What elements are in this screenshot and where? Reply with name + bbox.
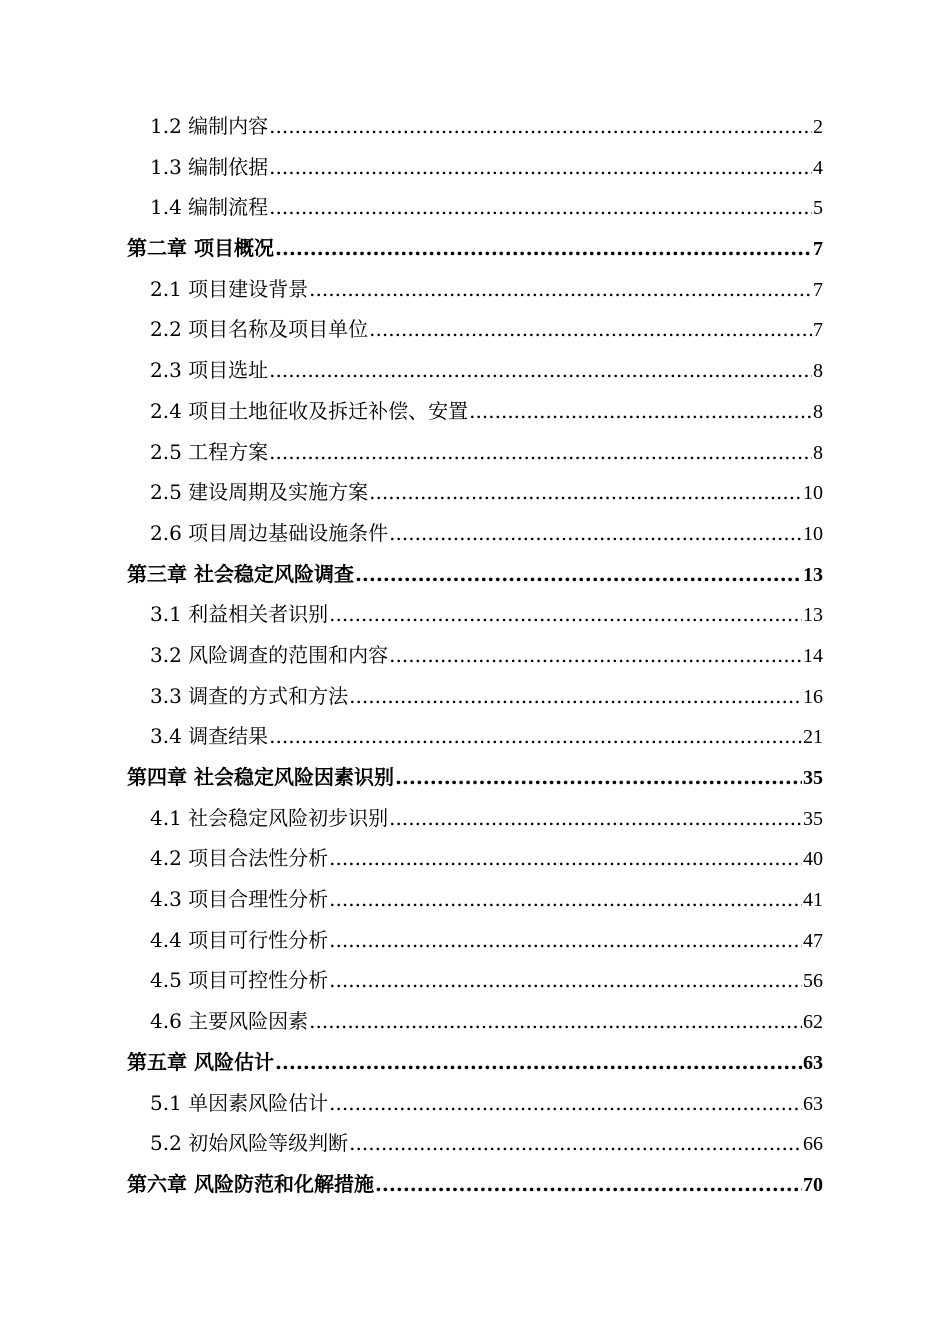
toc-chapter-entry[interactable] — [127, 1046, 823, 1087]
toc-entry[interactable] — [127, 151, 823, 192]
toc-dot-leader — [329, 1091, 802, 1115]
toc-dot-leader — [369, 317, 812, 341]
toc-page-number: 7 — [813, 278, 823, 301]
toc-page-number: 35 — [803, 807, 823, 830]
toc-entry[interactable] — [127, 436, 823, 477]
toc-page-number: 70 — [803, 1173, 823, 1196]
toc-page-number: 13 — [803, 604, 823, 627]
table-of-contents — [127, 110, 823, 1209]
toc-entry[interactable] — [127, 964, 823, 1005]
toc-entry[interactable] — [127, 1127, 823, 1168]
toc-entry[interactable] — [127, 842, 823, 883]
toc-page-number: 66 — [803, 1133, 823, 1156]
toc-dot-leader — [389, 521, 802, 545]
toc-page-number: 63 — [803, 1051, 823, 1074]
toc-dot-leader — [269, 440, 812, 464]
toc-page-number: 10 — [803, 482, 823, 505]
toc-entry-title: 2.3 项目选址 — [150, 358, 269, 383]
toc-dot-leader — [309, 1009, 802, 1033]
toc-entry-title: 第三章 社会稳定风险调查 — [127, 561, 354, 586]
toc-page-number: 5 — [813, 197, 823, 220]
toc-entry-title: 2.5 建设周期及实施方案 — [150, 480, 369, 505]
toc-chapter-entry[interactable] — [127, 558, 823, 599]
toc-entry-title: 4.6 主要风险因素 — [150, 1009, 309, 1034]
toc-page-number: 56 — [803, 970, 823, 993]
toc-page-number: 2 — [813, 116, 823, 138]
toc-entry-title: 4.3 项目合理性分析 — [150, 887, 329, 912]
toc-entry-title: 1.4 编制流程 — [150, 195, 269, 220]
toc-entry-title: 4.4 项目可行性分析 — [150, 927, 329, 952]
toc-entry[interactable] — [127, 354, 823, 395]
toc-dot-leader — [389, 806, 802, 830]
toc-dot-leader — [469, 399, 812, 423]
toc-page-number: 63 — [803, 1092, 823, 1115]
toc-dot-leader — [375, 1172, 802, 1196]
toc-page-number: 40 — [803, 848, 823, 871]
toc-dot-leader — [309, 277, 812, 301]
toc-page-number: 16 — [803, 685, 823, 708]
toc-entry[interactable] — [127, 639, 823, 680]
toc-dot-leader — [349, 1131, 802, 1155]
toc-dot-leader — [369, 480, 802, 504]
toc-entry[interactable] — [127, 883, 823, 924]
toc-dot-leader — [355, 562, 802, 586]
toc-dot-leader — [269, 195, 812, 219]
toc-entry-title: 5.1 单因素风险估计 — [150, 1090, 329, 1115]
toc-page-number: 8 — [813, 441, 823, 464]
toc-entry[interactable] — [127, 1005, 823, 1046]
toc-chapter-entry[interactable] — [127, 761, 823, 802]
toc-dot-leader — [275, 1050, 802, 1074]
toc-page-number: 41 — [803, 889, 823, 912]
toc-page-number: 7 — [813, 319, 823, 342]
toc-page-number: 47 — [803, 929, 823, 952]
toc-dot-leader — [275, 236, 812, 260]
toc-page-number: 14 — [803, 644, 823, 667]
toc-entry[interactable] — [127, 802, 823, 843]
toc-entry-title: 3.3 调查的方式和方法 — [150, 683, 349, 708]
toc-entry[interactable] — [127, 313, 823, 354]
toc-dot-leader — [269, 724, 802, 748]
toc-page-number: 10 — [803, 522, 823, 545]
toc-entry-title: 3.1 利益相关者识别 — [150, 602, 329, 627]
toc-entry[interactable] — [127, 395, 823, 436]
toc-entry-title: 2.2 项目名称及项目单位 — [150, 317, 369, 342]
toc-entry-title: 4.2 项目合法性分析 — [150, 846, 329, 871]
toc-chapter-entry[interactable] — [127, 1168, 823, 1209]
toc-page-number: 21 — [803, 726, 823, 749]
toc-entry-title: 第二章 项目概况 — [127, 236, 274, 261]
toc-entry-title: 第五章 风险估计 — [127, 1049, 274, 1074]
toc-dot-leader — [349, 684, 802, 708]
toc-entry[interactable] — [127, 110, 823, 151]
toc-entry-title: 2.1 项目建设背景 — [150, 276, 309, 301]
toc-entry[interactable] — [127, 598, 823, 639]
toc-dot-leader — [269, 155, 812, 179]
toc-dot-leader — [329, 602, 802, 626]
toc-page-number: 35 — [803, 767, 823, 789]
toc-dot-leader — [329, 968, 802, 992]
toc-entry[interactable] — [127, 273, 823, 314]
toc-page-number: 8 — [813, 400, 823, 423]
toc-entry-title: 4.5 项目可控性分析 — [150, 968, 329, 993]
toc-chapter-entry[interactable] — [127, 232, 823, 273]
toc-entry-title: 5.2 初始风险等级判断 — [150, 1131, 349, 1156]
toc-entry-title: 3.4 调查结果 — [150, 724, 269, 749]
toc-entry-title: 2.6 项目周边基础设施条件 — [150, 520, 389, 545]
toc-dot-leader — [389, 643, 802, 667]
toc-entry[interactable] — [127, 191, 823, 232]
toc-dot-leader — [269, 358, 812, 382]
toc-entry[interactable] — [127, 517, 823, 558]
toc-dot-leader — [269, 114, 812, 138]
toc-entry-title: 第四章 社会稳定风险因素识别 — [127, 765, 394, 789]
toc-entry[interactable] — [127, 680, 823, 721]
toc-entry[interactable] — [127, 720, 823, 761]
toc-dot-leader — [329, 887, 802, 911]
toc-entry[interactable] — [127, 1087, 823, 1128]
toc-dot-leader — [329, 846, 802, 870]
toc-entry-title: 第六章 风险防范和化解措施 — [127, 1171, 374, 1196]
toc-entry-title: 2.4 项目土地征收及拆迁补偿、安置 — [150, 398, 469, 423]
toc-entry[interactable] — [127, 476, 823, 517]
toc-dot-leader — [395, 765, 802, 789]
toc-page-number: 8 — [813, 360, 823, 383]
toc-dot-leader — [329, 928, 802, 952]
toc-page-number: 13 — [803, 563, 823, 586]
toc-entry-title: 1.2 编制内容 — [150, 114, 269, 138]
toc-entry-title: 2.5 工程方案 — [150, 439, 269, 464]
toc-page-number: 62 — [803, 1011, 823, 1034]
toc-entry-title: 3.2 风险调查的范围和内容 — [150, 642, 389, 667]
toc-page-number: 7 — [813, 238, 823, 261]
toc-entry-title: 4.1 社会稳定风险初步识别 — [150, 805, 389, 830]
toc-entry[interactable] — [127, 924, 823, 965]
toc-page-number: 4 — [813, 156, 823, 179]
toc-entry-title: 1.3 编制依据 — [150, 154, 269, 179]
